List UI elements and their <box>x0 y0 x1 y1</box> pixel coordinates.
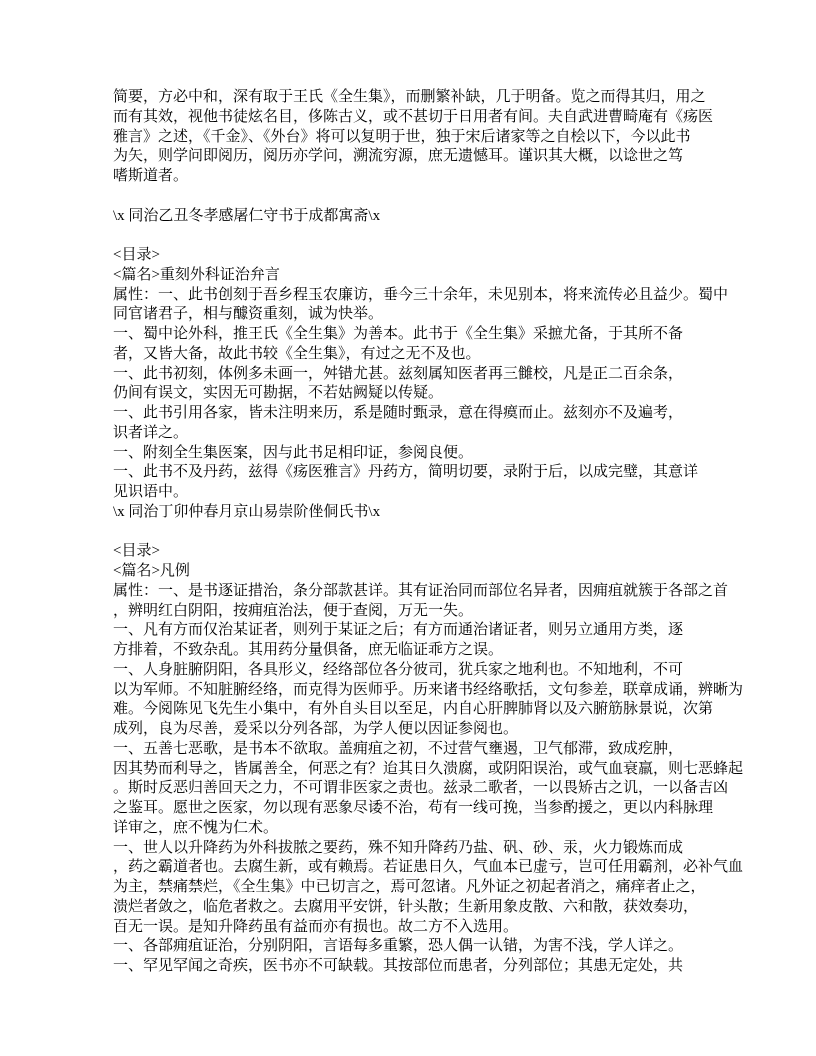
text-line: 识者详之。 <box>113 424 189 441</box>
text-line: 以为军师。不知脏腑经络，而克得为医师乎。历来诸书经络歌括，文句参差，联章成诵，辨晰为 <box>113 681 744 698</box>
text-line: 一、世人以升降药为外科拔脓之要药，殊不知升降药乃盐、矾、砂、汞，火力锻炼而成 <box>113 839 684 856</box>
text-line: 嗜斯道者。 <box>113 168 189 184</box>
text-line: ，辨明红白阴阳，按痈疽治法，便于查阅，万无一失。 <box>113 602 474 619</box>
text-line: 同官诸君子，相与醵资重刻，诚为快举。 <box>113 306 384 323</box>
text-line: 一、附刻全生集医案，因与此书足相印证，参阅良便。 <box>113 444 474 461</box>
text-line: 难。今阅陈见飞先生小集中，有外自头目以至足，内自心肝脾肺肾以及六腑筋脉景说，次第 <box>113 701 714 718</box>
text-line: <篇名>凡例 <box>113 563 190 579</box>
text-line: 而有其效，视他书徒炫名目，侈陈古义，或不甚切于日用者有间。夫自武进曹畸庵有《疡医 <box>113 108 714 125</box>
text-line: 一、罕见罕闻之奇疾，医书亦不可缺载。其按部位而患者，分列部位；其患无定处，共 <box>113 958 684 974</box>
text-line: 一、此书不及丹药，兹得《疡医雅言》丹药方，简明切要，录附于后，以成完璧，其意详 <box>113 464 699 481</box>
text-line: 雅言》之述，《千金》、《外台》将可以复明于世，独于宋后诸家等之自桧以下，今以此书 <box>113 128 691 145</box>
document-text <box>113 88 773 977</box>
text-line: <篇名>重刻外科证治弁言 <box>113 266 280 283</box>
text-line: 属性：一、此书创刻于吾乡程玉农廉访，垂今三十余年，未见别本，将来流传必且益少。蜀中 <box>113 286 729 303</box>
text-line: 。斯时反恶归善回天之力，不可谓非医家之责也。兹录二歌者，一以畏矫古之讥，一以备吉凶 <box>113 780 729 797</box>
text-line: 方排着，不致杂乱。其用药分量俱备，庶无临证乖方之误。 <box>113 642 504 658</box>
text-line: 之鉴耳。愿世之医家，勿以现有恶象尽诿不治，苟有一线可挽，当参酌援之，更以内科脉理 <box>113 800 714 816</box>
text-line: 一、人身脏腑阴阳，各具形义，经络部位各分彼司，犹兵家之地利也。不知地利，不可 <box>113 661 684 678</box>
text-line: 属性：一、是书逐证措治，条分部款甚详。其有证治同而部位名异者，因痈疽就簇于各部之首 <box>113 582 729 599</box>
text-line: <目录> <box>113 543 160 560</box>
text-line <box>113 523 773 543</box>
text-line: 溃烂者敛之，临危者救之。去腐用平安饼，针头散；生新用象皮散、六和散，获效奏功， <box>113 898 699 915</box>
text-line: 为主，禁痛禁烂，《全生集》中已切言之，焉可忽诸。凡外证之初起者消之，痛痒者止之， <box>113 879 706 895</box>
text-line: <目录> <box>113 247 160 263</box>
text-line: ，药之霸道者也。去腐生新，或有赖焉。若证患日久，气血本已虚亏，岂可任用霸剂，必补气血 <box>113 859 744 876</box>
text-line: 一、五善七恶歌，是书本不欲取。盖痈疽之初，不过营气壅遏，卫气郁滞，致成疙肿， <box>113 740 684 757</box>
text-line: 一、各部痈疽证治，分别阴阳，言语每多重繁，恐人偶一认错，为害不浅，学人详之。 <box>113 938 684 955</box>
text-line: 一、此书初刻，体例多未画一，舛错尤甚。兹刻属知医者再三雠校，凡是正二百余条， <box>113 365 684 382</box>
text-line: \x 同治丁卯仲春月京山易崇阶侳侗氏书\x <box>113 503 381 520</box>
text-line: 因其势而利导之，皆属善全，何恶之有？迨其日久溃腐，或阴阳误治，或气血衰羸，则七恶蜂起 <box>113 760 744 777</box>
text-line: 一、凡有方而仅治某证者，则列于某证之后；有方而通治诸证者，则另立通用方类，逐 <box>113 622 684 639</box>
text-line <box>113 187 773 207</box>
text-line: 见识语中。 <box>113 484 189 500</box>
text-line: 者，又皆大备，故此书较《全生集》，有过之无不及也。 <box>113 345 481 362</box>
text-line: 简要，方必中和，深有取于王氏《全生集》，而删繁补缺，几于明备。览之而得其归，用之 <box>113 89 706 105</box>
text-line: 一、此书引用各家，皆未注明来历，系是随时甄录，意在得瘼而止。兹刻亦不及遍考， <box>113 405 684 421</box>
text-line: 仍间有误文，实因无可勘据，不若姑阙疑以传疑。 <box>113 385 444 402</box>
text-line: 详审之，庶不愧为仁术。 <box>113 819 279 836</box>
text-line: 百无一误。是知升降药虽有益而亦有损也。故二方不入选用。 <box>113 918 519 935</box>
text-line: 为矢，则学问即阅历，阅历亦学问，溯流穷源，庶无遗憾耳。谨识其大概，以谂世之笃 <box>113 148 684 165</box>
text-line <box>113 226 773 246</box>
text-line: 成列，良为尽善，爰采以分列各部，为学人便以因证参阅也。 <box>113 721 519 737</box>
text-line: \x 同治乙丑冬孝感屠仁守书于成都寓斋\x <box>113 207 381 224</box>
text-line: 一、蜀中论外科，推王氏《全生集》为善本。此书于《全生集》采摭尤备，于其所不备 <box>113 326 684 342</box>
